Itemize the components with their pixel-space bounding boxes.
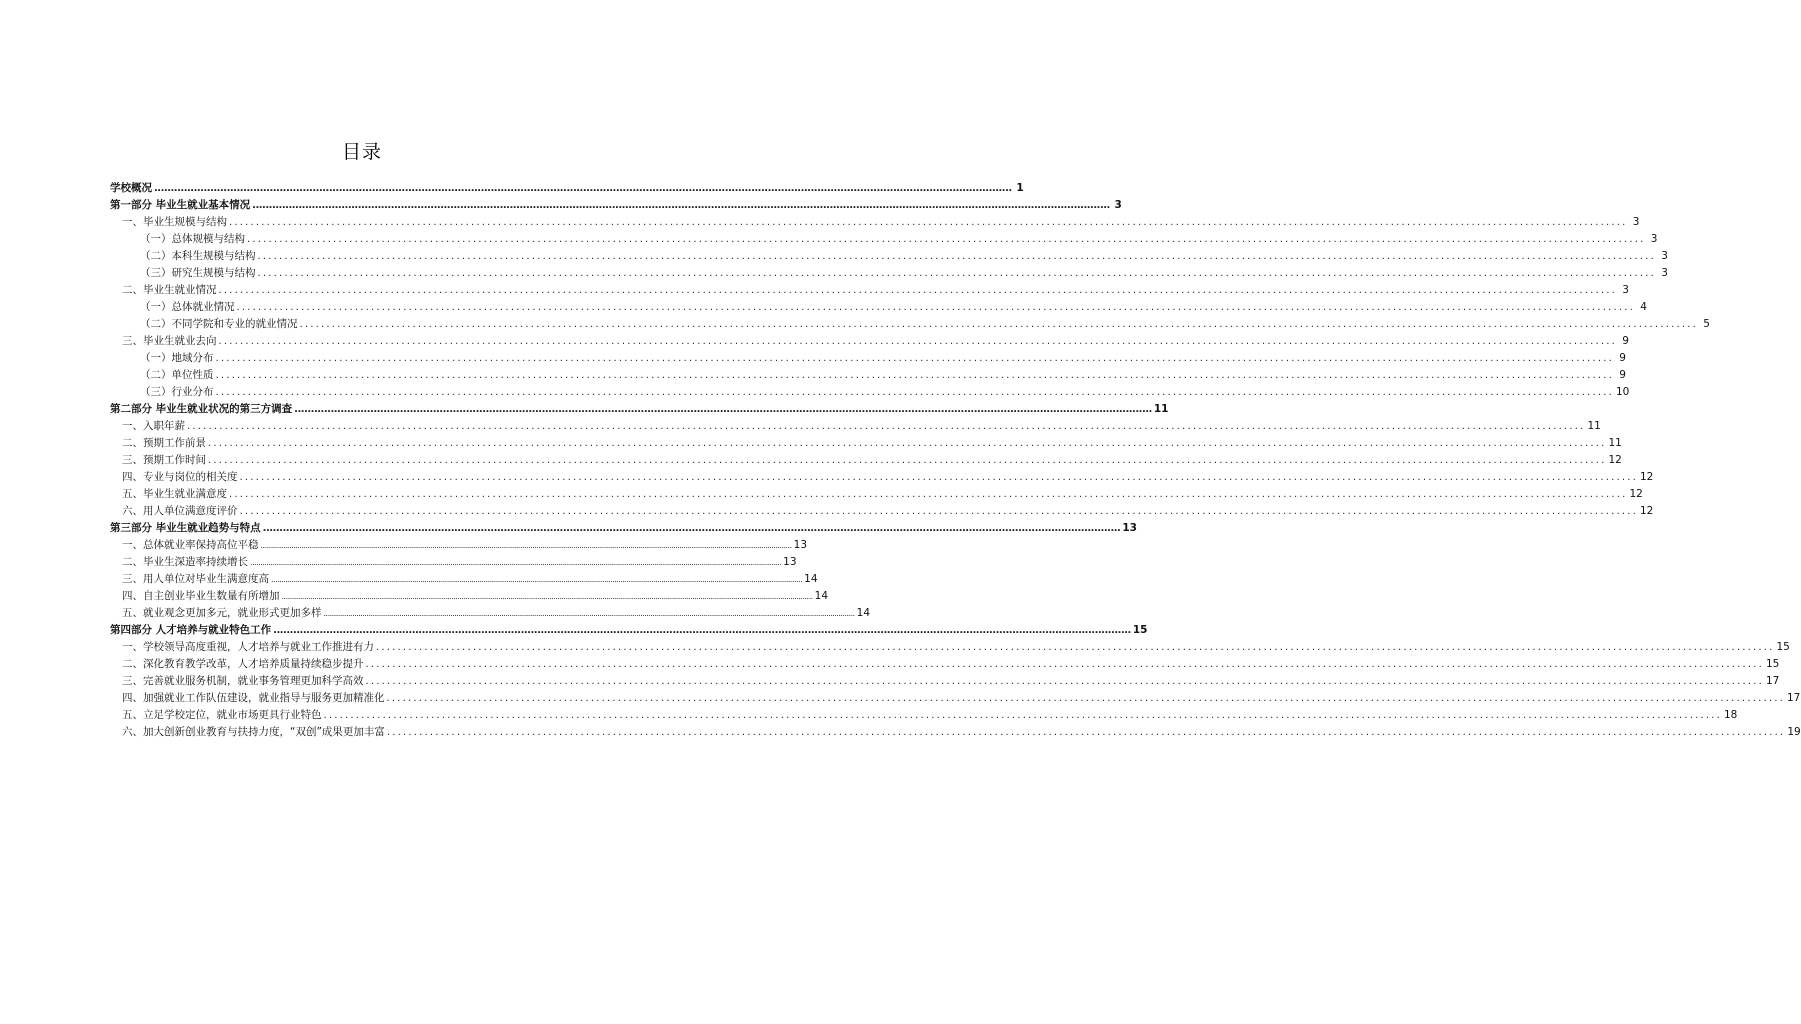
toc-dot-leader: .................................................................................................................................................................................................................................................................... xyxy=(376,642,1775,653)
toc-entry-title: 第四部分 人才培养与就业特色工作 xyxy=(110,624,272,636)
toc-entry-title: 一、学校领导高度重视，人才培养与就业工作推进有力 xyxy=(122,641,374,653)
toc-entry-title: 五、毕业生就业满意度 xyxy=(122,488,227,500)
toc-entry-title: （三）研究生规模与结构 xyxy=(140,267,256,279)
toc-page-number: 14 xyxy=(814,590,829,602)
toc-page-number: 12 xyxy=(1639,471,1654,483)
toc-entry-title: 三、毕业生就业去向 xyxy=(122,335,217,347)
toc-dot-leader: .................................................................................................................................................................................................................................................................... xyxy=(239,506,1638,517)
page-title: 目录 xyxy=(341,141,382,163)
toc-dot-leader: .................................................................................................................................................................................................................................................................... xyxy=(386,693,1785,704)
toc-entry[interactable] xyxy=(110,690,1801,707)
toc-entry-title: 三、用人单位对毕业生满意度高 xyxy=(122,573,269,585)
toc-entry-title: 二、毕业生就业情况 xyxy=(122,284,217,296)
toc-entry-title: （二）单位性质 xyxy=(140,369,214,381)
toc-entry-title: （一）总体就业情况 xyxy=(140,301,235,313)
toc-page-number: 12 xyxy=(1629,488,1643,500)
toc-entry[interactable] xyxy=(110,520,1137,537)
toc-entry[interactable] xyxy=(110,231,1658,248)
toc-entry-title: 三、完善就业服务机制，就业事务管理更加科学高效 xyxy=(122,675,364,687)
toc-page-number: 3 xyxy=(1661,250,1668,262)
toc-dot-leader: .................................................................................................................................................................................................................................................................... xyxy=(215,370,1614,381)
toc-page-number: 9 xyxy=(1619,369,1626,381)
toc-entry[interactable] xyxy=(110,384,1630,401)
table-of-contents xyxy=(110,180,1801,741)
toc-page-number: 5 xyxy=(1703,318,1710,330)
toc-dot-leader: .................................................................................................................................................................................................................................................................... xyxy=(257,251,1656,262)
toc-dot-leader: .................................................................................................................................................................................................................................................................... xyxy=(187,421,1586,432)
toc-entry[interactable] xyxy=(110,707,1738,724)
toc-dot-leader: .................................................................................................................................................................................................................................................................... xyxy=(236,302,1635,313)
toc-entry[interactable] xyxy=(110,724,1801,741)
toc-entry[interactable] xyxy=(110,503,1654,520)
toc-entry[interactable] xyxy=(110,673,1780,690)
toc-entry[interactable] xyxy=(110,265,1668,282)
toc-entry-title: （二）本科生规模与结构 xyxy=(140,250,256,262)
toc-entry-title: 四、专业与岗位的相关度 xyxy=(122,471,238,483)
toc-entry-title: 第二部分 毕业生就业状况的第三方调查 xyxy=(110,403,293,415)
toc-dot-leader: .................................................................................................................................................................................................................................................................... xyxy=(215,387,1614,398)
toc-dot-leader: .................................................................................................................................................................................................................................................................... xyxy=(262,523,1121,534)
toc-entry[interactable] xyxy=(110,656,1780,673)
toc-dot-leader: .................................................................................................................................................................................................................................................................... xyxy=(257,268,1656,279)
toc-entry[interactable] xyxy=(110,299,1647,316)
toc-entry[interactable] xyxy=(110,639,1790,656)
toc-dot-leader: .................................................................................................................................................................................................................................................................... xyxy=(218,285,1617,296)
toc-page-number: 4 xyxy=(1640,301,1647,313)
toc-entry[interactable] xyxy=(110,554,797,571)
toc-entry[interactable] xyxy=(110,180,1024,197)
toc-entry-title: 学校概况 xyxy=(110,182,152,194)
toc-entry-title: （一）地域分布 xyxy=(140,352,214,364)
toc-page-number: 9 xyxy=(1619,352,1626,364)
toc-dot-leader: .................................................................................................................................................................................................................................................................... xyxy=(247,234,1646,245)
toc-entry[interactable] xyxy=(110,622,1148,639)
toc-entry[interactable] xyxy=(110,282,1629,299)
toc-dot-leader: .................................................................................................................................................................................................................................................................... xyxy=(271,575,803,584)
toc-entry-title: 一、毕业生规模与结构 xyxy=(122,216,227,228)
toc-dot-leader: .................................................................................................................................................................................................................................................................... xyxy=(386,727,1786,738)
toc-dot-leader: .................................................................................................................................................................................................................................................................... xyxy=(239,472,1638,483)
toc-dot-leader: .................................................................................................................................................................................................................................................................... xyxy=(252,200,1110,211)
toc-entry-title: （三）行业分布 xyxy=(140,386,214,398)
toc-page-number: 10 xyxy=(1615,386,1630,398)
toc-page-number: 17 xyxy=(1765,675,1780,687)
toc-dot-leader: .................................................................................................................................................................................................................................................................... xyxy=(229,217,1628,228)
toc-page-number: 15 xyxy=(1776,641,1790,653)
toc-page-number: 15 xyxy=(1132,624,1148,636)
toc-entry-title: 四、自主创业毕业生数量有所增加 xyxy=(122,590,280,602)
toc-entry[interactable] xyxy=(110,333,1629,350)
toc-entry[interactable] xyxy=(110,197,1122,214)
toc-entry-title: 三、预期工作时间 xyxy=(122,454,206,466)
toc-dot-leader: .................................................................................................................................................................................................................................................................... xyxy=(281,592,813,601)
toc-page-number: 14 xyxy=(856,607,871,619)
toc-page-number: 12 xyxy=(1639,505,1654,517)
toc-page-number: 3 xyxy=(1622,284,1629,296)
toc-entry-title: 五、就业观念更加多元，就业形式更加多样 xyxy=(122,607,322,619)
toc-page-number: 13 xyxy=(793,539,808,551)
toc-entry[interactable] xyxy=(110,469,1654,486)
toc-page-number: 9 xyxy=(1622,335,1629,347)
toc-dot-leader: .................................................................................................................................................................................................................................................................... xyxy=(208,455,1607,466)
toc-entry[interactable] xyxy=(110,401,1169,418)
toc-dot-leader: .................................................................................................................................................................................................................................................................... xyxy=(218,336,1617,347)
toc-entry-title: 五、立足学校定位，就业市场更具行业特色 xyxy=(122,709,322,721)
toc-entry-title: 二、深化教育教学改革，人才培养质量持续稳步提升 xyxy=(122,658,364,670)
toc-page-number: 13 xyxy=(1122,522,1137,534)
toc-entry-title: 四、加强就业工作队伍建设，就业指导与服务更加精准化 xyxy=(122,692,385,704)
toc-entry[interactable] xyxy=(110,588,829,605)
toc-dot-leader: .................................................................................................................................................................................................................................................................... xyxy=(299,319,1698,330)
toc-page-number: 14 xyxy=(804,573,818,585)
toc-dot-leader: .................................................................................................................................................................................................................................................................... xyxy=(260,541,792,550)
toc-page-number: 3 xyxy=(1650,233,1658,245)
toc-dot-leader: .................................................................................................................................................................................................................................................................... xyxy=(229,489,1628,500)
toc-entry-title: 第三部分 毕业生就业趋势与特点 xyxy=(110,522,261,534)
toc-entry[interactable] xyxy=(110,418,1601,435)
toc-entry-title: （二）不同学院和专业的就业情况 xyxy=(140,318,298,330)
toc-dot-leader: .................................................................................................................................................................................................................................................................... xyxy=(323,609,855,618)
toc-page-number: 19 xyxy=(1787,726,1801,738)
toc-page-number: 3 xyxy=(1661,267,1668,279)
toc-entry[interactable] xyxy=(110,537,808,554)
toc-entry-title: 二、毕业生深造率持续增长 xyxy=(122,556,248,568)
toc-entry-title: 六、用人单位满意度评价 xyxy=(122,505,238,517)
toc-page-number: 11 xyxy=(1587,420,1601,432)
toc-page-number: 12 xyxy=(1608,454,1622,466)
toc-dot-leader: .................................................................................................................................................................................................................................................................... xyxy=(294,404,1152,415)
toc-dot-leader: .................................................................................................................................................................................................................................................................... xyxy=(365,676,1764,687)
toc-dot-leader: .................................................................................................................................................................................................................................................................... xyxy=(323,710,1722,721)
toc-dot-leader: .................................................................................................................................................................................................................................................................... xyxy=(365,659,1764,670)
toc-entry-title: 二、预期工作前景 xyxy=(122,437,206,449)
toc-page-number: 1 xyxy=(1016,182,1024,194)
toc-page-number: 18 xyxy=(1723,709,1738,721)
toc-entry-title: 一、总体就业率保持高位平稳 xyxy=(122,539,259,551)
toc-dot-leader: .................................................................................................................................................................................................................................................................... xyxy=(208,438,1607,449)
toc-dot-leader: .................................................................................................................................................................................................................................................................... xyxy=(215,353,1614,364)
toc-page-number: 13 xyxy=(783,556,797,568)
toc-page-number: 11 xyxy=(1153,403,1169,415)
toc-page-number: 11 xyxy=(1608,437,1622,449)
toc-entry-title: 一、入职年薪 xyxy=(122,420,185,432)
toc-entry[interactable] xyxy=(110,435,1622,452)
toc-entry-title: 六、加大创新创业教育与扶持力度，“双创”成果更加丰富 xyxy=(122,726,385,738)
toc-entry[interactable] xyxy=(110,486,1643,503)
toc-page-number: 3 xyxy=(1632,216,1640,228)
toc-page-number: 15 xyxy=(1765,658,1780,670)
toc-page-number: 17 xyxy=(1786,692,1801,704)
toc-page-number: 3 xyxy=(1114,199,1122,211)
toc-entry[interactable] xyxy=(110,571,818,588)
toc-entry[interactable] xyxy=(110,248,1668,265)
toc-entry[interactable] xyxy=(110,350,1626,367)
toc-entry[interactable] xyxy=(110,605,871,622)
toc-dot-leader: .................................................................................................................................................................................................................................................................... xyxy=(250,558,782,567)
toc-entry[interactable] xyxy=(110,367,1626,384)
toc-entry[interactable] xyxy=(110,452,1622,469)
toc-dot-leader: .................................................................................................................................................................................................................................................................... xyxy=(273,625,1131,636)
toc-dot-leader: .................................................................................................................................................................................................................................................................... xyxy=(154,183,1012,194)
toc-entry-title: 第一部分 毕业生就业基本情况 xyxy=(110,199,251,211)
toc-entry[interactable] xyxy=(110,316,1710,333)
toc-entry-title: （一）总体规模与结构 xyxy=(140,233,245,245)
toc-entry[interactable] xyxy=(110,214,1640,231)
